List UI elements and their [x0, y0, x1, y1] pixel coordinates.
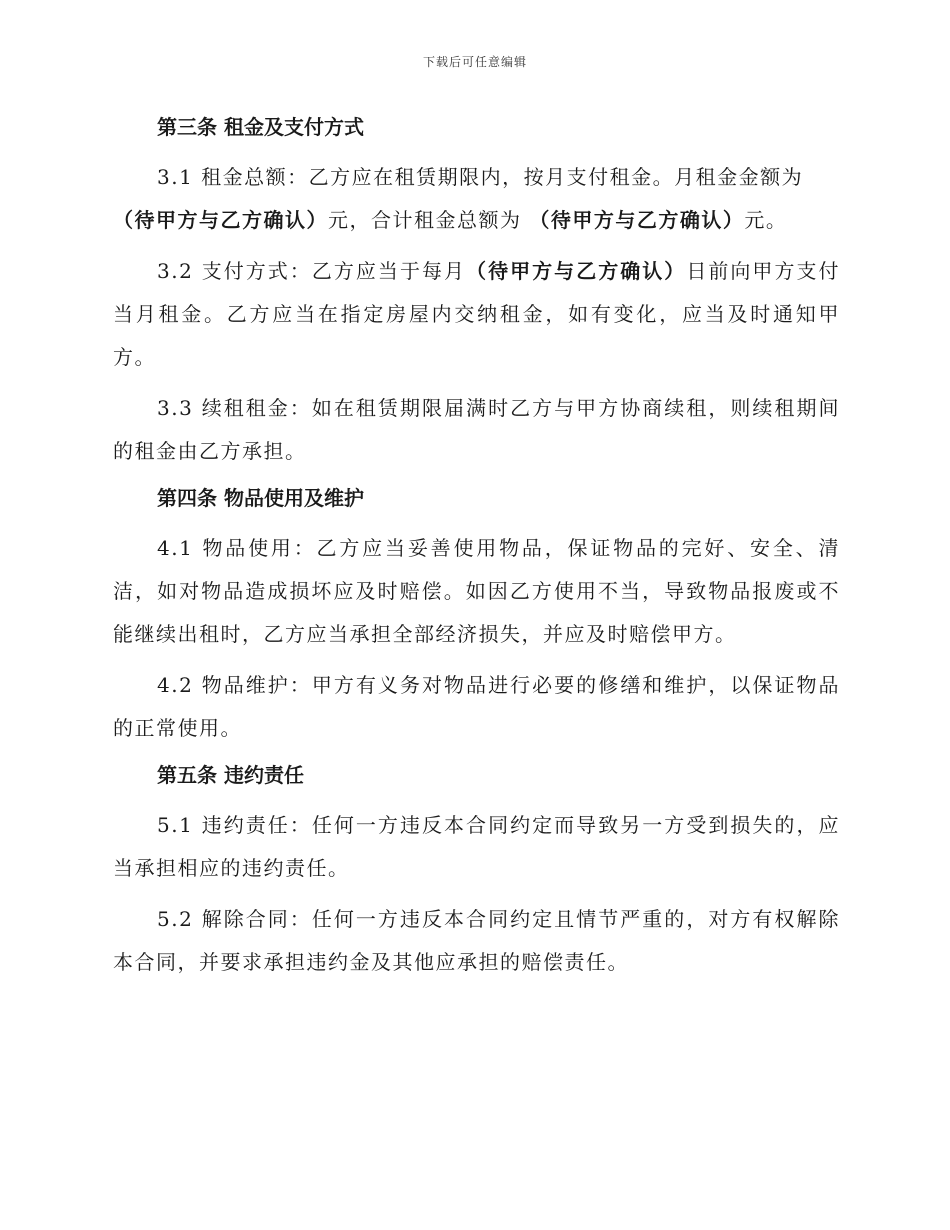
clause-text: 3.1 租金总额：乙方应在租赁期限内，按月支付租金。月租金金额为	[157, 165, 804, 189]
section-heading: 第三条 租金及支付方式	[157, 115, 364, 139]
clause-3-1	[113, 156, 840, 242]
clause-text: 5.2 解除合同：任何一方违反本合同约定且情节严重的，对方有权解除本合同，并要求承担违约金及其他应承担的赔偿责任。	[113, 907, 840, 974]
clause-5-1	[113, 804, 840, 890]
clause-text: 3.2 支付方式：乙方应当于每月	[157, 259, 467, 283]
section-article-5	[113, 758, 840, 984]
document-body	[113, 110, 840, 992]
clause-3-2	[113, 250, 840, 379]
clause-text: 3.3 续租租金：如在租赁期限届满时乙方与甲方协商续租，则续租期间的租金由乙方承担。	[113, 396, 840, 463]
clause-text: 5.1 违约责任：任何一方违反本合同约定而导致另一方受到损失的，应当承担相应的违约责任。	[113, 813, 840, 880]
clause-5-2	[113, 898, 840, 984]
clause-text: 日前向甲方支付当月租金。乙方应当在指定房屋内交纳租金，如有变化，应当及时通知甲方。	[113, 259, 841, 369]
section-heading: 第五条 违约责任	[157, 763, 304, 787]
section-heading: 第四条 物品使用及维护	[157, 486, 364, 510]
page-header: 下载后可任意编辑	[422, 55, 527, 69]
section-article-4	[113, 481, 840, 750]
clause-3-3	[113, 387, 840, 473]
placeholder-blank: （待甲方与乙方确认）	[529, 208, 745, 232]
placeholder-blank: （待甲方与乙方确认）	[113, 208, 328, 232]
clause-text: 元，合计租金总额为	[328, 208, 522, 232]
clause-4-1	[113, 527, 840, 656]
clause-text: 4.1 物品使用：乙方应当妥善使用物品，保证物品的完好、安全、清洁，如对物品造成损坏应及时赔偿。如因乙方使用不当，导致物品报废或不能继续出租时，乙方应当承担全部经济损失，并应及时赔偿甲方。	[113, 536, 840, 646]
placeholder-blank: （待甲方与乙方确认）	[466, 259, 687, 283]
clause-4-2	[113, 664, 840, 750]
clause-text: 元。	[744, 208, 788, 232]
clause-text: 4.2 物品维护：甲方有义务对物品进行必要的修缮和维护，以保证物品的正常使用。	[113, 673, 840, 740]
section-article-3	[113, 110, 840, 473]
